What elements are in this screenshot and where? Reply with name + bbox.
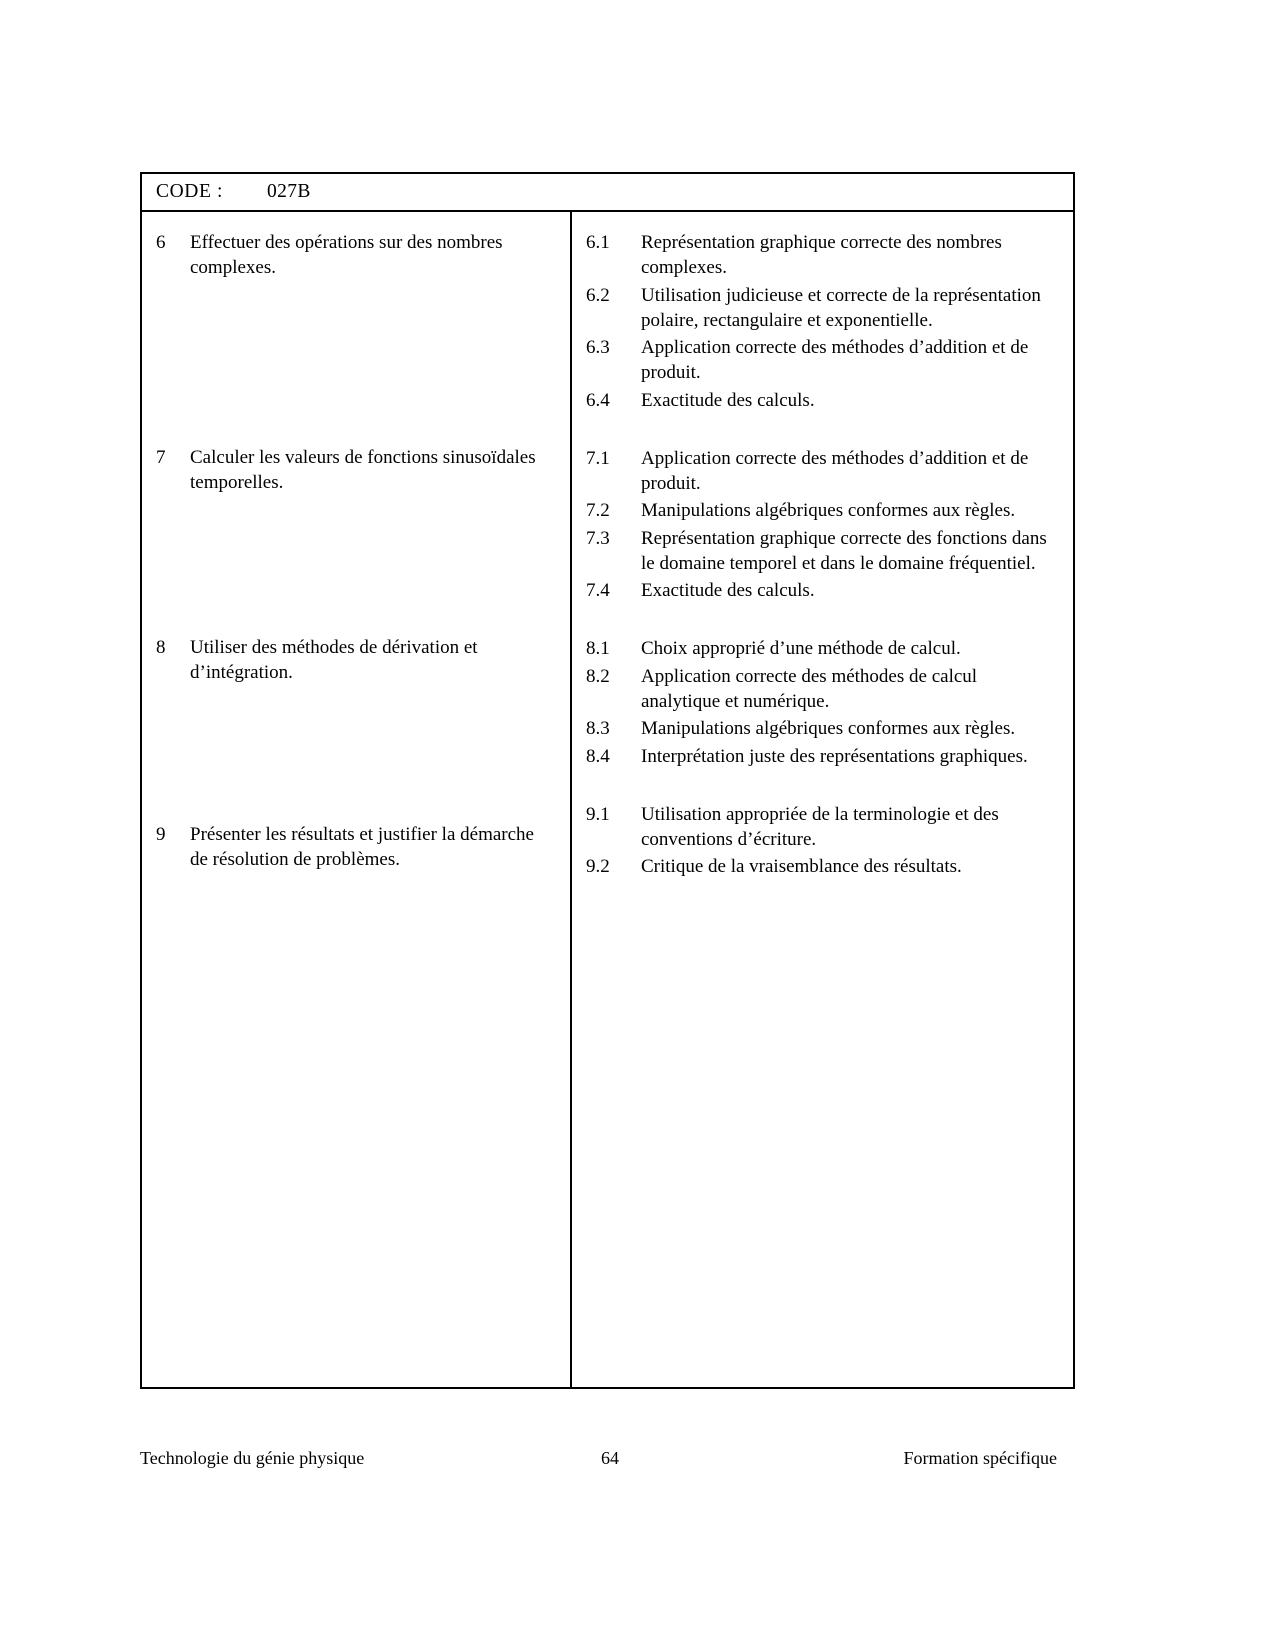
competency-item <box>156 635 554 686</box>
criterion-number: 9.2 <box>586 856 610 878</box>
criterion-text: Application correcte des méthodes d’addition et de produit. <box>641 337 1029 384</box>
criterion-text: Manipulations algébriques conformes aux règles. <box>641 718 1016 740</box>
criterion-number: 8.3 <box>586 718 610 740</box>
competency-text: Effectuer des opérations sur des nombres complexes. <box>190 232 503 279</box>
page-footer <box>140 1448 1075 1469</box>
criterion-text: Représentation graphique correcte des fonctions dans le domaine temporel et dans le domaine fréquentiel. <box>641 527 1047 574</box>
competency-text: Utiliser des méthodes de dérivation et d’intégration. <box>190 637 478 684</box>
code-value: 027B <box>266 181 311 202</box>
footer-program-name: Technologie du génie physique <box>140 1448 365 1468</box>
criterion-text: Manipulations algébriques conformes aux règles. <box>641 500 1016 522</box>
criterion-number: 8.2 <box>586 665 610 687</box>
criterion-number: 7.2 <box>586 500 610 522</box>
criterion-text: Utilisation appropriée de la terminologie et des conventions d’écriture. <box>641 803 999 851</box>
criteria-column <box>572 212 1073 1387</box>
competency-text: Calculer les valeurs de fonctions sinusoïdales temporelles. <box>190 446 536 493</box>
criterion-item <box>586 498 1059 523</box>
criterion-text: Représentation graphique correcte des nombres complexes. <box>641 232 1002 279</box>
criterion-item <box>586 335 1059 386</box>
spacer <box>156 908 554 1238</box>
criteria-group <box>586 230 1059 413</box>
criterion-number: 6.2 <box>586 284 610 306</box>
code-label: CODE : <box>156 181 223 202</box>
criterion-item <box>586 446 1059 497</box>
competency-number: 6 <box>156 232 166 253</box>
criterion-item <box>586 388 1059 413</box>
spacer <box>156 722 554 822</box>
criterion-text: Exactitude des calculs. <box>641 580 815 602</box>
code-header-row <box>142 174 1073 212</box>
criterion-item <box>586 230 1059 281</box>
competency-number: 8 <box>156 637 166 659</box>
criterion-item <box>586 854 1059 879</box>
criterion-number: 8.1 <box>586 638 610 660</box>
criterion-text: Critique de la vraisemblance des résultats. <box>641 856 962 878</box>
criterion-text: Choix approprié d’une méthode de calcul. <box>641 638 961 660</box>
criterion-item <box>586 283 1059 334</box>
criterion-item <box>586 578 1059 603</box>
criterion-number: 6.4 <box>586 389 610 411</box>
competency-table <box>140 172 1075 1389</box>
criterion-item <box>586 802 1059 853</box>
criterion-item <box>586 636 1059 661</box>
footer-page-number: 64 <box>601 1448 619 1468</box>
criterion-text: Utilisation judicieuse et correcte de la représentation polaire, rectangulaire et exponentielle. <box>641 284 1041 331</box>
competency-item <box>156 445 554 496</box>
competencies-column <box>142 212 572 1387</box>
criterion-item <box>586 744 1059 769</box>
competency-number: 7 <box>156 446 166 468</box>
criteria-group <box>586 446 1059 604</box>
criterion-number: 9.1 <box>586 803 610 825</box>
table-body-row <box>142 212 1073 1387</box>
competency-text: Présenter les résultats et justifier la démarche de résolution de problèmes. <box>190 823 534 870</box>
criterion-number: 7.3 <box>586 527 610 549</box>
criterion-number: 6.1 <box>586 232 610 253</box>
criterion-text: Exactitude des calculs. <box>641 389 815 411</box>
competency-item <box>156 822 554 873</box>
criterion-text: Interprétation juste des représentations graphiques. <box>641 745 1028 767</box>
criterion-number: 7.4 <box>586 580 610 602</box>
criterion-item <box>586 716 1059 741</box>
criterion-item <box>586 526 1059 577</box>
spacer <box>156 531 554 635</box>
criteria-group <box>586 636 1059 768</box>
footer-section-name: Formation spécifique <box>903 1448 1057 1468</box>
criteria-group <box>586 802 1059 880</box>
criterion-item <box>586 664 1059 715</box>
criterion-number: 7.1 <box>586 447 610 469</box>
criterion-number: 8.4 <box>586 745 610 767</box>
criterion-text: Application correcte des méthodes de calcul analytique et numérique. <box>641 665 978 712</box>
criterion-text: Application correcte des méthodes d’addition et de produit. <box>641 447 1029 495</box>
spacer <box>156 317 554 445</box>
competency-number: 9 <box>156 823 166 845</box>
criterion-number: 6.3 <box>586 337 610 359</box>
competency-item <box>156 230 554 281</box>
